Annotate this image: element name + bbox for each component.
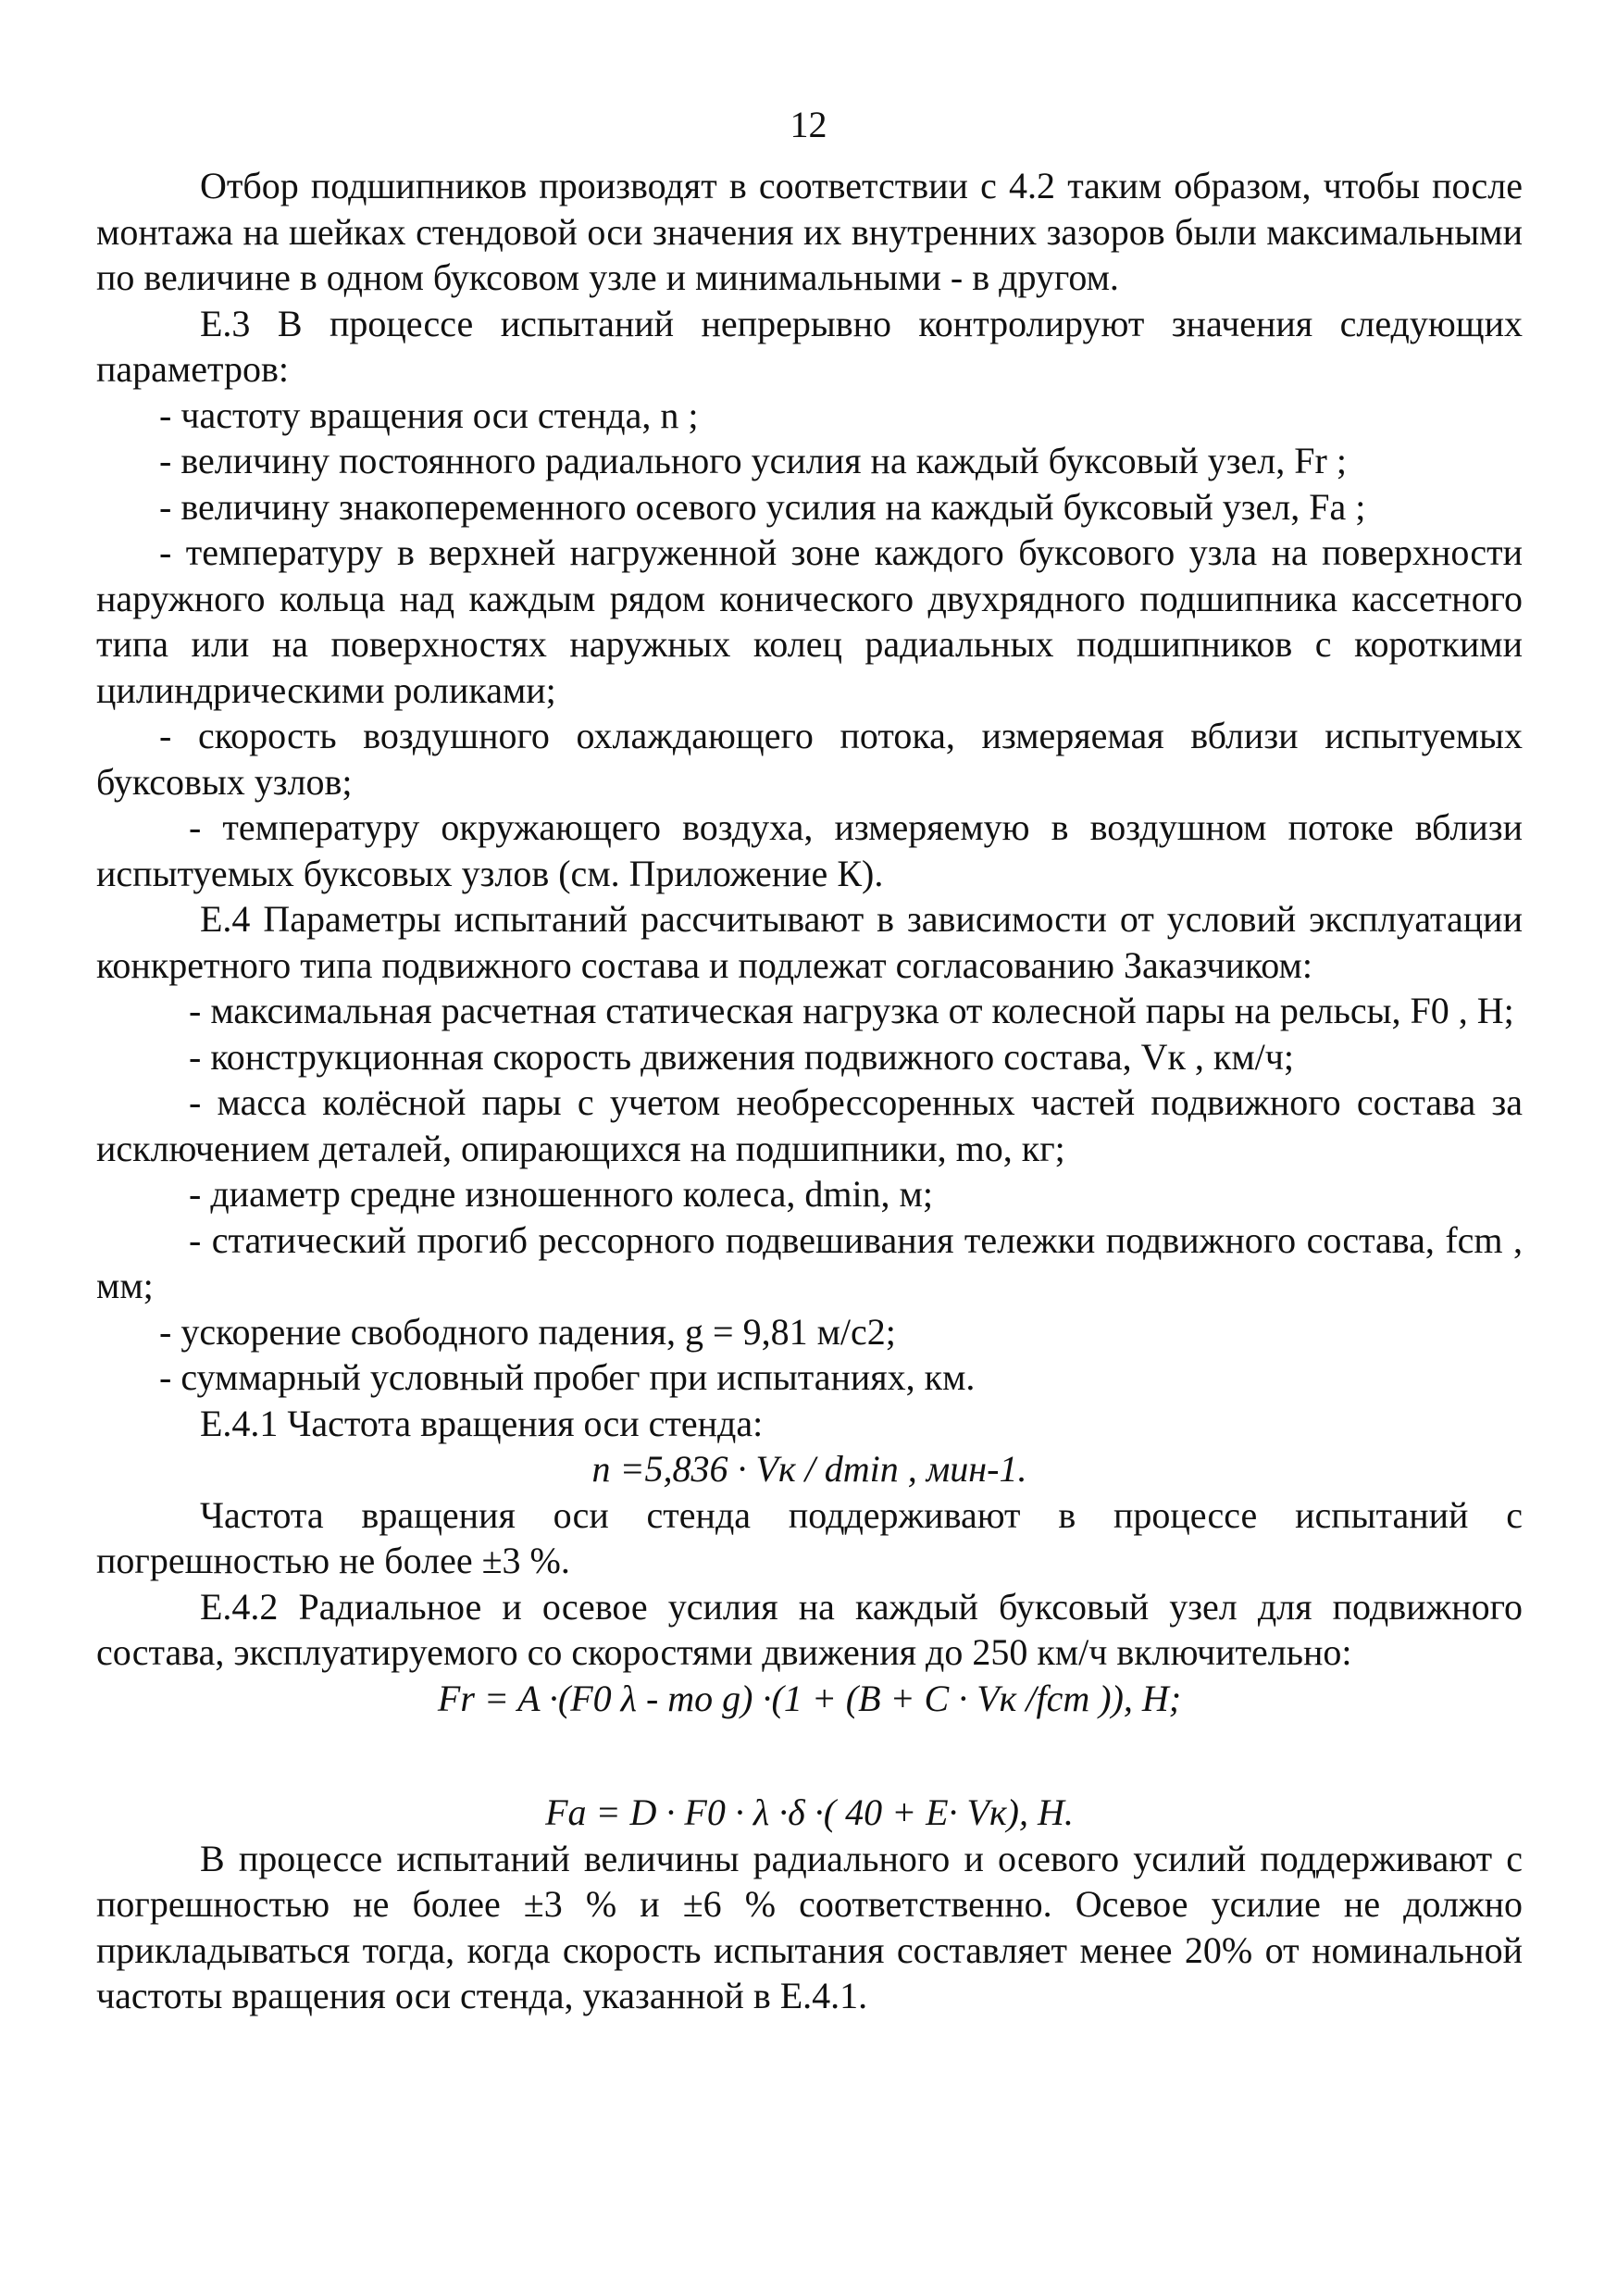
list-item-axial-force: - величину знакопеременного осевого усилия на каждый буксовый узел, Fa ; [159, 485, 1366, 528]
list-item-static-deflection: - статический прогиб рессорного подвешивания тележки подвижного состава, fcm , мм; [96, 1218, 1523, 1306]
page-body [96, 163, 1523, 2019]
paragraph-e41: Е.4.1 Частота вращения оси стенда: [200, 1402, 764, 1444]
formula-radial-force: Fr = A ·(F0 λ - mо g) ·(1 + (B + C · Vк /fcm )), Н; [437, 1677, 1182, 1719]
list-item-air-flow-speed: - скорость воздушного охлаждающего потока, измеряемая вблизи испытуемых буксовых узлов; [96, 715, 1523, 803]
formula-rotation-frequency: n =5,836 · Vк / dmin , мин-1. [591, 1448, 1027, 1490]
list-item-ambient-temperature: - температуру окружающего воздуха, измеряемую в воздушном потоке вблизи испытуемых буксовых узлов (см. Приложение К). [96, 806, 1523, 894]
list-item-gravity: - ускорение свободного падения, g = 9,81 м/с2; [159, 1310, 896, 1353]
formula-axial-force: Fa = D · F0 · λ ·δ ·( 40 + E· Vк), Н. [545, 1791, 1074, 1833]
paragraph-force-tolerance: В процессе испытаний величины радиального и осевого усилий поддерживают с погрешностью не более ±3 % и ±6 % соответственно. Осевое усилие не должно прикладываться тогда, когда скорость испытания составляет менее 20% от номинальной частоты вращения оси стенда, указанной в Е.4.1. [96, 1837, 1523, 2016]
list-item-total-mileage: - суммарный условный пробег при испытаниях, км. [159, 1356, 976, 1398]
list-item-rotation-frequency: - частоту вращения оси стенда, n ; [159, 393, 699, 436]
paragraph-e4: Е.4 Параметры испытаний рассчитывают в зависимости от условий эксплуатации конкретного типа подвижного состава и подлежат согласованию Заказчиком: [96, 898, 1523, 986]
list-item-wheel-diameter: - диаметр средне изношенного колеса, dmin, м; [189, 1173, 933, 1215]
page-number: 12 [790, 104, 827, 145]
paragraph-bearing-selection: Отбор подшипников производят в соответствии с 4.2 таким образом, чтобы после монтажа на шейках стендовой оси значения их внутренних зазоров были максимальными по величине в одном буксовом узле и минимальными - в другом. [96, 165, 1523, 298]
paragraph-e42: Е.4.2 Радиальное и осевое усилия на каждый буксовый узел для подвижного состава, эксплуатируемого со скоростями движения до 250 км/ч включительно: [96, 1585, 1523, 1673]
list-item-static-load: - максимальная расчетная статическая нагрузка от колесной пары на рельсы, F0 , Н; [189, 990, 1514, 1031]
list-item-radial-force: - величину постоянного радиального усилия на каждый буксовый узел, Fr ; [159, 440, 1347, 481]
list-item-temperature-bearing: - температуру в верхней нагруженной зоне каждого буксового узла на поверхности наружного кольца над каждым рядом конического двухрядного подшипника кассетного типа или на поверхностях наружных колец радиальных подшипников с короткими цилиндрическими роликами; [96, 531, 1523, 711]
list-item-design-speed: - конструкционная скорость движения подвижного состава, Vк , км/ч; [189, 1035, 1294, 1078]
spacer [96, 1721, 1523, 1790]
paragraph-tolerance-rotation: Частота вращения оси стенда поддерживают в процессе испытаний с погрешностью не более ±3 %. [96, 1493, 1523, 1581]
paragraph-e3: Е.3 В процессе испытаний непрерывно контролируют значения следующих параметров: [96, 302, 1523, 390]
list-item-wheelset-mass: - масса колёсной пары с учетом необрессоренных частей подвижного состава за исключением деталей, опирающихся на подшипники, mо, кг; [96, 1081, 1523, 1169]
